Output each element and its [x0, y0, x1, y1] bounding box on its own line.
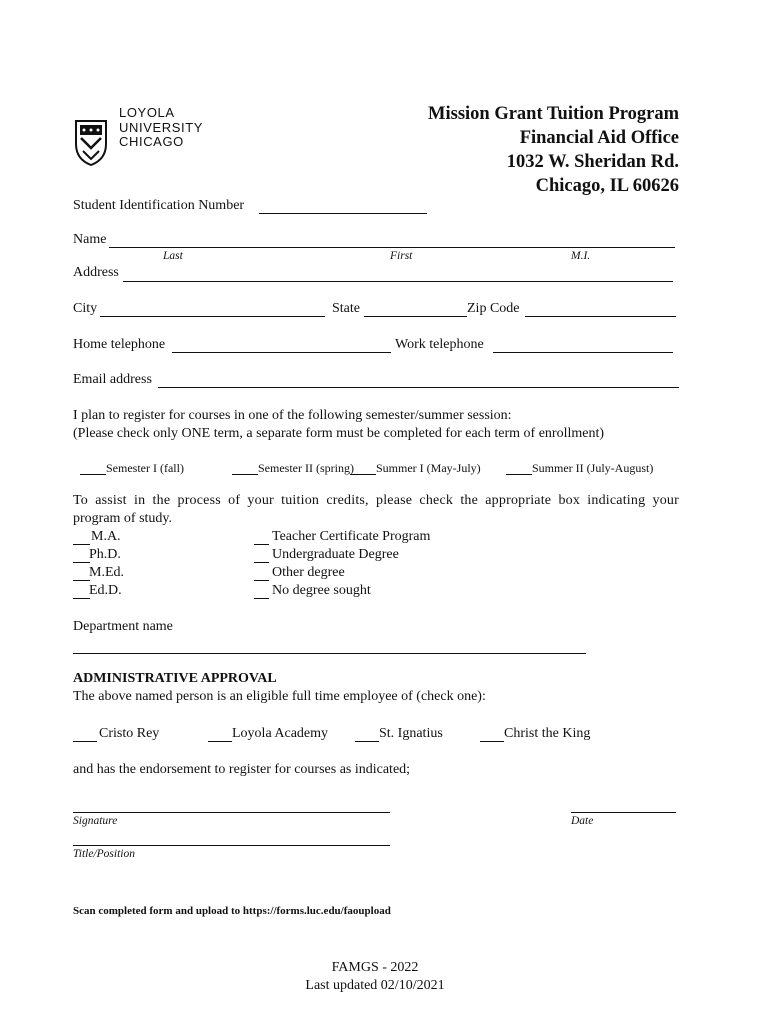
admin-heading: ADMINISTRATIVE APPROVAL: [73, 671, 277, 686]
work-phone-label: Work telephone: [395, 337, 484, 352]
term-checkbox-summer-1[interactable]: [350, 474, 376, 475]
school-checkbox-christ-the-king[interactable]: [480, 741, 504, 742]
program-option-teacher-cert: Teacher Certificate Program: [272, 529, 431, 544]
terms-intro-line-2: (Please check only ONE term, a separate form must be completed for each term of enrollment): [73, 426, 605, 441]
department-field[interactable]: [73, 653, 586, 654]
terms-intro-line-1: I plan to register for courses in one of the following semester/summer session:: [73, 408, 512, 423]
logo-line-1: LOYOLA: [119, 105, 175, 120]
state-label: State: [332, 301, 360, 316]
address-label: Address: [73, 265, 119, 280]
work-phone-field[interactable]: [493, 352, 673, 353]
signature-field[interactable]: [73, 812, 390, 813]
program-option-edd: Ed.D.: [89, 583, 122, 598]
program-option-no-degree: No degree sought: [272, 583, 371, 598]
school-checkbox-cristo-rey[interactable]: [73, 741, 97, 742]
term-checkbox-spring[interactable]: [232, 474, 258, 475]
endorsement-text: and has the endorsement to register for courses as indicated;: [73, 762, 411, 777]
name-label: Name: [73, 232, 107, 247]
program-option-phd: Ph.D.: [89, 547, 121, 562]
school-option-st-ignatius: St. Ignatius: [379, 726, 443, 741]
name-field[interactable]: [109, 247, 675, 248]
program-checkbox-other[interactable]: [254, 580, 269, 581]
program-option-undergrad: Undergraduate Degree: [272, 547, 399, 562]
program-checkbox-no-degree[interactable]: [254, 598, 269, 599]
program-option-other: Other degree: [272, 565, 345, 580]
program-checkbox-ma[interactable]: [73, 544, 90, 545]
term-option-summer-2: Summer II (July-August): [532, 461, 654, 475]
school-checkbox-st-ignatius[interactable]: [355, 741, 379, 742]
loyola-logo: [73, 106, 213, 162]
student-id-field[interactable]: [259, 213, 427, 214]
email-label: Email address: [73, 372, 152, 387]
name-mi-caption: M.I.: [571, 250, 591, 262]
signature-caption: Signature: [73, 815, 118, 827]
program-checkbox-phd[interactable]: [73, 562, 90, 563]
program-checkbox-teacher-cert[interactable]: [254, 544, 269, 545]
title-position-caption: Title/Position: [73, 848, 135, 860]
email-field[interactable]: [158, 387, 679, 388]
student-id-label: Student Identification Number: [73, 198, 245, 213]
term-option-fall: Semester I (fall): [106, 461, 184, 475]
program-intro-line-2: program of study.: [73, 511, 173, 526]
zip-field[interactable]: [525, 316, 676, 317]
form-code: FAMGS - 2022: [331, 960, 419, 975]
office-name: Financial Aid Office: [519, 128, 679, 148]
name-last-caption: Last: [163, 250, 183, 262]
title-position-field[interactable]: [73, 845, 390, 846]
term-checkbox-summer-2[interactable]: [506, 474, 532, 475]
school-checkbox-loyola-academy[interactable]: [208, 741, 232, 742]
date-field[interactable]: [571, 812, 676, 813]
city-field[interactable]: [100, 316, 325, 317]
school-option-christ-the-king: Christ the King: [504, 726, 591, 741]
program-intro-line-1: To assist in the process of your tuition credits, please check the appropriate box indicating your: [73, 493, 679, 508]
program-option-med: M.Ed.: [89, 565, 124, 580]
program-checkbox-edd[interactable]: [73, 598, 90, 599]
school-option-cristo-rey: Cristo Rey: [99, 726, 160, 741]
logo-line-3: CHICAGO: [119, 134, 184, 149]
term-option-spring: Semester II (spring): [258, 461, 354, 475]
admin-text: The above named person is an eligible full time employee of (check one):: [73, 689, 486, 704]
term-option-summer-1: Summer I (May-July): [376, 461, 481, 475]
scan-upload-note: Scan completed form and upload to https://forms.luc.edu/faoupload: [73, 905, 391, 917]
zip-label: Zip Code: [467, 301, 520, 316]
program-checkbox-undergrad[interactable]: [254, 562, 269, 563]
school-option-loyola-academy: Loyola Academy: [232, 726, 329, 741]
office-street: 1032 W. Sheridan Rd.: [506, 152, 679, 172]
address-field[interactable]: [123, 281, 673, 282]
city-label: City: [73, 301, 98, 316]
state-field[interactable]: [364, 316, 467, 317]
loyola-wordmark: [119, 106, 203, 150]
home-phone-label: Home telephone: [73, 337, 166, 352]
name-first-caption: First: [390, 250, 413, 262]
logo-line-2: UNIVERSITY: [119, 119, 204, 135]
home-phone-field[interactable]: [172, 352, 391, 353]
program-checkbox-med[interactable]: [73, 580, 90, 581]
loyola-crest-icon: [73, 118, 109, 166]
last-updated: Last updated 02/10/2021: [305, 978, 445, 993]
term-checkbox-fall[interactable]: [80, 474, 106, 475]
department-label: Department name: [73, 619, 173, 634]
office-header: [428, 102, 679, 198]
program-option-ma: M.A.: [91, 529, 121, 544]
office-city: Chicago, IL 60626: [535, 176, 679, 196]
date-caption: Date: [571, 815, 594, 827]
program-title: Mission Grant Tuition Program: [428, 104, 679, 124]
